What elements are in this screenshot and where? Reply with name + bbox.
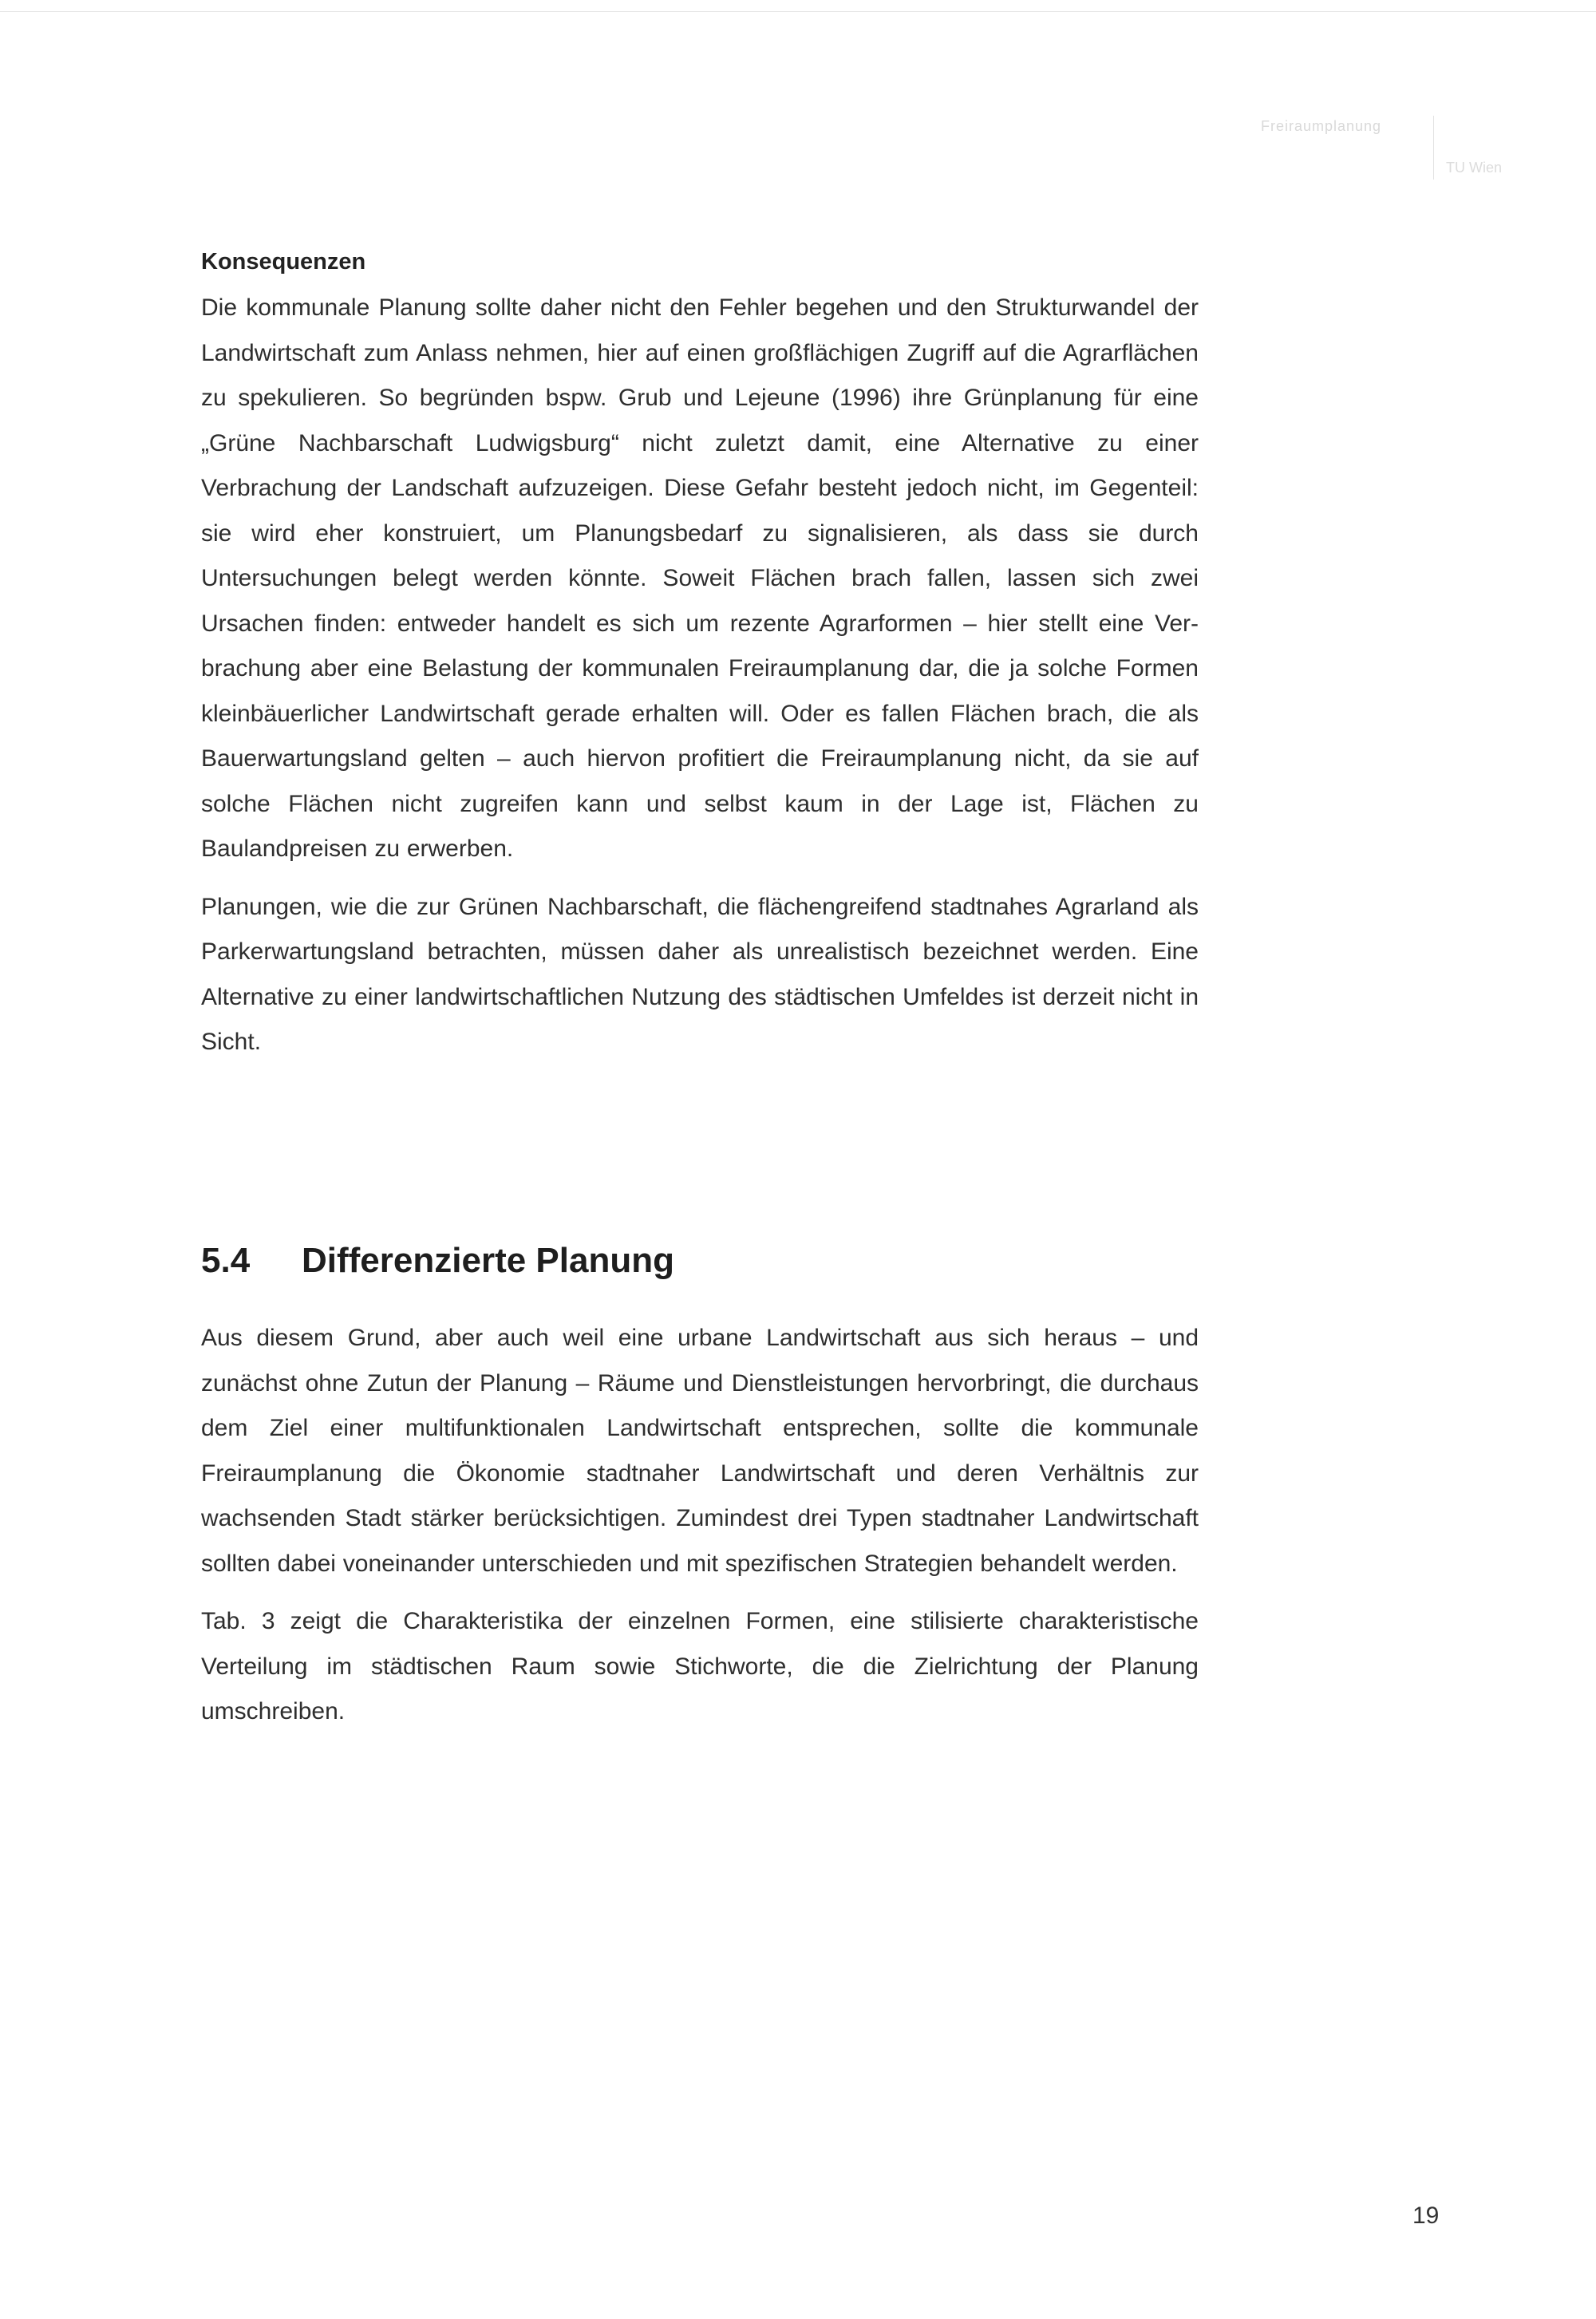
subsection-konsequenzen	[201, 239, 1199, 1065]
header-faint-text: Freiraumplanung	[1261, 118, 1382, 134]
section-5-4	[201, 1241, 1199, 1735]
subsection-title: Konsequenzen	[201, 249, 366, 275]
paragraph: Tab. 3 zeigt die Charakteristika der einzelnen Formen, eine stilisierte charakteristische Verteilung im städtischen Raum sowie Stichworte, die die Zielrichtung der Planung umschreiben.	[201, 1608, 1199, 1724]
section-number: 5.4	[201, 1241, 251, 1280]
paragraph: Aus diesem Grund, aber auch weil eine urbane Landwirtschaft aus sich heraus – und zunächst ohne Zutun der Planung – Räume und Dienstleistungen hervorbringt, die durchaus dem Ziel einer multifunktionalen Landwirtschaft entsprechen, sollte die kommunale Freiraumplanung die Ökonomie stadtnaher Landwirtschaft und deren Verhältnis zur wachsenden Stadt stärker berücksichtigen. Zumindest drei Typen stadtnaher Landwirtschaft sollten dabei voneinander unterschieden und mit spezifischen Strategien behandelt werden.	[201, 1325, 1199, 1577]
header-divider	[1433, 116, 1434, 180]
page-number: 19	[1412, 2202, 1440, 2229]
paragraph: Planungen, wie die zur Grünen Nachbarschaft, die flächengreifend stadtnahes Agrarland als Parkerwartungsland betrachten, müssen daher als unrealistisch bezeichnet werden. Eine Alternative zu einer landwirtschaftlichen Nutzung des städtischen Umfeldes ist derzeit nicht in Sicht.	[201, 893, 1199, 1055]
header-faint-text-2: TU Wien	[1446, 160, 1503, 176]
page-top-edge	[0, 11, 1596, 12]
section-title: Differenzierte Planung	[302, 1241, 674, 1280]
section-heading	[201, 1241, 1199, 1281]
paragraph: Die kommunale Planung sollte daher nicht den Fehler begehen und den Strukturwandel der Landwirtschaft zum Anlass nehmen, hier auf einen großflächigen Zugriff auf die Agrarflächen zu spekulieren. So begründen bspw. Grub und Lejeune (1996) ihre Grünplanung für eine „Grüne Nachbarschaft Ludwigsburg“ nicht zuletzt damit, eine Alternative zu einer Verbrachung der Landschaft aufzuzeigen. Diese Gefahr besteht jedoch nicht, im Gegenteil: sie wird eher konstruiert, um Planungsbedarf zu signalisieren, als dass sie durch Untersuchungen belegt werden könnte. Soweit Flächen brach fallen, lassen sich zwei Ursachen finden: entweder handelt es sich um rezente Agrarformen – hier stellt eine Verbrachung aber eine Belastung der kommunalen Freiraumplanung dar, die ja solche Formen kleinbäuerlicher Landwirtschaft gerade erhalten will. Oder es fallen Flächen brach, die als Bauerwartungsland gelten – auch hiervon profitiert die Freiraumplanung nicht, da sie auf solche Flächen nicht zugreifen kann und selbst kaum in der Lage ist, Flächen zu Baulandpreisen zu erwerben.	[201, 294, 1199, 862]
